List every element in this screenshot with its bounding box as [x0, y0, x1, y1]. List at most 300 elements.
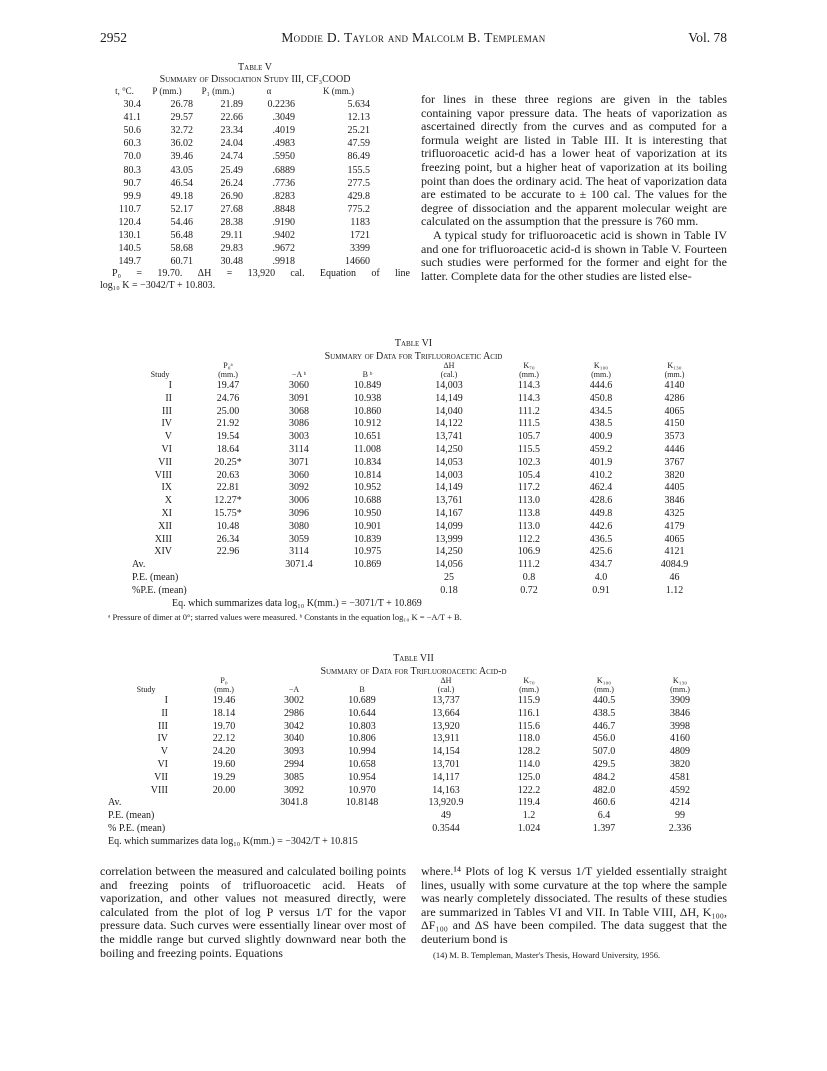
column-header — [108, 677, 184, 695]
table-cell: 10.954 — [348, 771, 376, 783]
table-cell: XIII — [154, 533, 172, 545]
table-cell: 434.5 — [589, 405, 613, 417]
table-cell: 99.9 — [123, 190, 141, 202]
column-header-bottom: (cal.) — [440, 369, 458, 379]
table-cell: 10.644 — [348, 707, 376, 719]
table-cell: 19.54 — [216, 431, 240, 443]
table-cell: 28.38 — [220, 216, 243, 228]
paragraph: correlation between the measured and calculated boiling points and freezing points of trifluoroacetic acid. Heats of vaporization, and other values not measured directly, were calculated from the plot of log P versus 1/T for the vapor pressure data. Such curves were essentially linear over most of the middle range but curved slightly downward near both the boiling and freezing points. Equations — [100, 864, 406, 960]
table-cell: IV — [157, 733, 168, 745]
table-row — [108, 190, 382, 203]
table-cell: 26.24 — [220, 177, 243, 189]
table-cell: I — [164, 695, 168, 706]
column-header — [493, 362, 565, 380]
column-header-top: ΔH — [443, 361, 455, 370]
percent-probable-error-row — [108, 823, 718, 836]
table-6-equation: Eq. which summarizes data log₁₀ K(mm.) = −3071/T + 10.869 — [172, 597, 422, 609]
table-row — [108, 98, 382, 111]
column-header-bottom: (mm.) — [594, 684, 614, 694]
table-row — [132, 495, 712, 508]
table-cell: 80.3 — [123, 164, 141, 176]
table-row — [108, 759, 718, 772]
column-header: t, °C. — [115, 86, 134, 96]
column-header — [330, 362, 405, 380]
table-row — [108, 255, 382, 268]
table-cell — [184, 797, 264, 810]
table-cell: 19.70 — [212, 720, 236, 732]
column-header-bottom: (mm.) — [664, 369, 685, 379]
table-cell: 14,099 — [435, 520, 463, 532]
table-cell — [184, 810, 264, 823]
table-cell: 111.2 — [518, 405, 540, 417]
table-cell — [330, 585, 405, 598]
table-cell: .9918 — [272, 256, 295, 268]
probable-error-row — [108, 810, 718, 823]
table-cell: 3086 — [289, 418, 309, 430]
table-row — [108, 150, 382, 163]
table-cell — [330, 572, 405, 585]
table-row — [108, 746, 718, 759]
table-cell: 0.18 — [440, 584, 458, 596]
table-cell: 1.397 — [592, 822, 616, 834]
table-cell: 56.48 — [170, 230, 193, 242]
table-cell: 115.6 — [517, 720, 541, 732]
table-cell: 3085 — [284, 771, 304, 783]
table-cell: 24.76 — [216, 392, 240, 404]
table-cell: 4140 — [664, 380, 685, 391]
column-header-bottom: (mm.) — [519, 369, 539, 379]
table-cell: 10.975 — [353, 546, 382, 558]
table-cell: 4286 — [664, 392, 685, 404]
column-header — [184, 677, 264, 695]
table-cell: 155.5 — [347, 164, 370, 176]
column-header: K (mm.) — [323, 86, 354, 96]
column-header — [400, 677, 492, 695]
table-cell: 26.34 — [216, 533, 240, 545]
table-cell: 3071 — [289, 456, 309, 468]
table-row — [108, 177, 382, 190]
table-cell: 20.25* — [214, 456, 242, 468]
column-header: P₁ (mm.) — [201, 86, 235, 96]
table-cell: 49.18 — [170, 190, 193, 202]
table-cell: .9402 — [272, 230, 295, 242]
table-row — [132, 380, 712, 393]
table-row — [108, 137, 382, 150]
table-cell: 14,117 — [432, 771, 460, 783]
table-cell: 3006 — [289, 495, 309, 507]
table-cell: 12.27* — [214, 495, 242, 507]
average-row — [132, 559, 712, 572]
table-cell: 54.46 — [170, 216, 193, 228]
table-cell: 20.63 — [216, 469, 240, 481]
table-cell: 4592 — [670, 784, 690, 796]
table-cell: 450.8 — [589, 392, 613, 404]
table-cell: 10.869 — [353, 559, 382, 571]
table-6-grid — [132, 362, 712, 598]
table-cell: VIII — [150, 784, 168, 796]
bottom-right-paragraph — [421, 865, 727, 961]
table-cell: 14,167 — [435, 507, 463, 519]
table-cell: P.E. (mean) — [132, 571, 179, 583]
table-cell: 119.4 — [517, 797, 541, 809]
table-7-equation: Eq. which summarizes data log₁₀ K(mm.) = −3042/T + 10.815 — [108, 835, 358, 847]
column-header — [324, 677, 400, 695]
table-cell: 3068 — [289, 405, 309, 417]
table-cell: 10.938 — [353, 392, 382, 404]
table-cell: 3096 — [289, 507, 309, 519]
table-cell: 4084.9 — [660, 559, 689, 571]
column-header — [132, 362, 188, 380]
table-cell: IV — [161, 418, 172, 430]
table-row — [132, 444, 712, 457]
table-cell: 10.48 — [216, 520, 240, 532]
table-cell: 3573 — [664, 431, 685, 443]
table-cell: 4.0 — [594, 571, 608, 583]
table-cell: 14,163 — [432, 784, 460, 796]
column-header — [565, 362, 637, 380]
table-cell: 3080 — [289, 520, 309, 532]
table-row — [132, 457, 712, 470]
table-cell: 14,056 — [435, 559, 463, 571]
table-cell: % P.E. (mean) — [108, 822, 166, 834]
table-cell: 18.64 — [216, 443, 240, 455]
table-cell: 3820 — [670, 758, 690, 770]
paragraph: for lines in these three regions are given in the tables containing vapor pressure data. The heats of vaporization as ascertained directly from the curves and as computed for a formula weight are listed in Table III. It is interesting that trifluoroacetic acid-d has a lower heat of vaporization at its freezing point, but a higher heat of vaporization at its boiling point than does the ordinary acid. The heat of vaporization data are estimated to be accurate to ± 100 cal. The values for the degree of dissociation and the apparent molecular weight are calculated on the assumption that the pressure is 760 mm. — [421, 92, 727, 229]
table-cell: 116.1 — [517, 707, 541, 719]
table-cell: 15.75* — [214, 507, 242, 519]
table-cell: 456.0 — [592, 733, 616, 745]
table-cell: Av. — [108, 797, 122, 809]
column-header — [566, 677, 642, 695]
table-cell: 10.689 — [348, 695, 376, 706]
table-cell: 22.96 — [216, 546, 240, 558]
table-cell: 10.950 — [353, 507, 382, 519]
table-cell: 0.2236 — [267, 99, 295, 111]
table-cell: 429.5 — [592, 758, 616, 770]
table-cell: 12.13 — [347, 112, 370, 124]
table-cell: 2986 — [284, 707, 304, 719]
column-header-top: P₀ — [220, 676, 228, 685]
table-cell: 13,920.9 — [428, 797, 464, 809]
column-header — [405, 362, 493, 380]
column-header — [268, 362, 330, 380]
table-cell: 106.9 — [517, 546, 541, 558]
table-cell: 425.6 — [589, 546, 613, 558]
column-header-top: K₇₀ — [523, 361, 535, 370]
table-cell: 23.34 — [220, 125, 243, 137]
table-7-grid — [108, 677, 718, 836]
table-cell: 14,040 — [435, 405, 463, 417]
table-cell: 4809 — [670, 746, 690, 758]
table-cell: 4214 — [670, 797, 690, 809]
table-cell: 13,701 — [432, 758, 460, 770]
table-cell: 14,154 — [432, 746, 460, 758]
table-cell: .5950 — [272, 151, 295, 163]
table-cell: 3092 — [289, 482, 309, 494]
column-header-bottom: −A ᵇ — [291, 369, 307, 379]
table-row — [108, 721, 718, 734]
table-cell: 400.9 — [589, 431, 613, 443]
table-5-label: Table V — [238, 62, 272, 73]
table-cell: 115.9 — [517, 695, 541, 706]
table-cell: 4160 — [670, 733, 690, 745]
table-cell: 3846 — [664, 495, 685, 507]
table-cell: 4581 — [670, 771, 690, 783]
table-cell: 4446 — [664, 443, 685, 455]
table-cell: %P.E. (mean) — [132, 584, 187, 596]
table-cell: VIII — [154, 469, 172, 481]
table-row — [108, 124, 382, 137]
table-cell: XII — [158, 520, 172, 532]
table-cell: 122.2 — [517, 784, 541, 796]
table-cell: 4405 — [664, 482, 685, 494]
column-header — [264, 677, 324, 695]
table-cell: 10.952 — [353, 482, 382, 494]
table-cell: 13,920 — [432, 720, 460, 732]
table-cell: 1.12 — [665, 584, 684, 596]
table-row — [132, 470, 712, 483]
table-cell: 90.7 — [123, 177, 141, 189]
table-cell: 111.5 — [518, 418, 540, 430]
table-cell: 113.0 — [517, 520, 541, 532]
table-cell: V — [164, 431, 172, 443]
column-header: P (mm.) — [152, 86, 182, 96]
footnote-14: (14) M. B. Templeman, Master's Thesis, Howard University, 1956. — [433, 949, 661, 960]
column-header-bottom: Study — [150, 369, 170, 379]
table-cell: 14,122 — [435, 418, 463, 430]
table-cell: 10.803 — [348, 720, 376, 732]
table-cell: 60.3 — [123, 138, 141, 150]
table-cell: 30.48 — [220, 256, 243, 268]
column-header-bottom: (mm.) — [214, 684, 234, 694]
table-cell: 0.72 — [520, 584, 538, 596]
table-cell: 3846 — [670, 707, 690, 719]
table-cell: 438.5 — [589, 418, 613, 430]
table-row — [108, 216, 382, 229]
table-cell: 105.7 — [517, 431, 541, 443]
table-cell: 99 — [675, 810, 685, 822]
table-cell — [188, 559, 268, 572]
column-header — [642, 677, 718, 695]
table-cell: 14,250 — [435, 443, 463, 455]
table-cell: 3909 — [670, 695, 690, 706]
table-cell: 43.05 — [170, 164, 193, 176]
table-cell: VII — [158, 456, 172, 468]
table-cell: 3091 — [289, 392, 309, 404]
table-cell: 47.59 — [347, 138, 370, 150]
table-cell: 130.1 — [118, 230, 141, 242]
table-cell: 5.634 — [347, 99, 370, 111]
table-cell: 11.008 — [353, 443, 382, 455]
table-row — [108, 164, 382, 177]
table-cell: 22.12 — [212, 733, 236, 745]
table-cell: 149.7 — [118, 256, 141, 268]
table-cell: 128.2 — [517, 746, 541, 758]
table-cell: 29.83 — [220, 243, 243, 255]
table-row — [132, 521, 712, 534]
table-cell: .4019 — [272, 125, 295, 137]
table-cell: 10.658 — [348, 758, 376, 770]
table-cell: 10.901 — [353, 520, 382, 532]
table-cell: 114.3 — [517, 392, 541, 404]
table-cell: 10.651 — [353, 431, 382, 443]
table-cell: 436.5 — [589, 533, 613, 545]
table-5-grid — [108, 85, 382, 268]
table-cell: 114.3 — [517, 380, 541, 391]
table-cell: 22.66 — [220, 112, 243, 124]
percent-probable-error-row — [132, 585, 712, 598]
table-5 — [100, 62, 410, 292]
table-cell: 29.11 — [220, 230, 243, 242]
table-cell: 3059 — [289, 533, 309, 545]
table-cell: 3093 — [284, 746, 304, 758]
table-cell: 125.0 — [517, 771, 541, 783]
table-cell: 14,003 — [435, 469, 463, 481]
table-cell — [184, 823, 264, 836]
table-cell: 1721 — [350, 230, 370, 242]
table-6-title: Summary of Data for Trifluoroacetic Acid — [324, 351, 503, 362]
column-header-bottom: (mm.) — [591, 369, 611, 379]
table-cell: 10.860 — [353, 405, 382, 417]
table-cell: 507.0 — [592, 746, 616, 758]
table-cell: 3071.4 — [285, 559, 313, 571]
table-cell — [324, 823, 400, 836]
table-cell: 24.74 — [220, 151, 243, 163]
table-row — [108, 785, 718, 798]
table-cell: 86.49 — [347, 151, 370, 163]
table-cell: 32.72 — [170, 125, 193, 137]
table-cell: 2994 — [284, 758, 304, 770]
average-row — [108, 797, 718, 810]
table-cell: 52.17 — [170, 203, 193, 215]
table-cell: 19.60 — [212, 758, 236, 770]
paragraph: A typical study for trifluoroacetic acid is shown in Table IV and one for trifluoroacetic acid-d is shown in Table V. Fourteen such studies were performed for the former and eight for the latter. Complete data for the other studies are listed else- — [421, 227, 727, 283]
table-cell: 2.336 — [668, 822, 692, 834]
table-cell: 105.4 — [517, 469, 541, 481]
table-cell: 14660 — [345, 256, 370, 268]
table-cell: VI — [161, 443, 172, 455]
table-cell — [188, 585, 268, 598]
running-head-authors: Moddie D. Taylor and Malcolm B. Templeman — [281, 30, 546, 45]
table-7-label: Table VII — [393, 653, 434, 664]
table-row — [108, 695, 718, 708]
table-cell: XI — [161, 507, 172, 519]
table-cell: V — [160, 746, 168, 758]
table-cell: 3998 — [670, 720, 690, 732]
table-cell: 4179 — [664, 520, 685, 532]
table-cell — [268, 585, 330, 598]
table-cell: 10.849 — [353, 380, 382, 391]
table-7-title: Summary of Data for Trifluoroacetic Acid-d — [320, 666, 507, 677]
table-cell: Av. — [132, 559, 146, 571]
table-cell: XIV — [154, 546, 172, 558]
table-row — [132, 546, 712, 559]
table-cell: 110.7 — [118, 203, 141, 215]
table-cell: 46.54 — [170, 177, 193, 189]
table-cell: 428.6 — [589, 495, 613, 507]
table-cell: 0.3544 — [432, 822, 460, 834]
table-cell: 444.6 — [589, 380, 613, 391]
table-cell: 24.04 — [220, 138, 243, 150]
table-cell: 26.78 — [170, 99, 193, 111]
table-5-note-2: log₁₀ K = −3042/T + 10.803. — [100, 280, 216, 292]
table-cell: 21.89 — [220, 99, 243, 111]
table-cell: 1183 — [350, 216, 370, 228]
table-cell: 3114 — [289, 546, 309, 558]
table-row — [108, 242, 382, 255]
column-header-top: K₁₀₀ — [596, 676, 612, 685]
table-5-note-1: P₀ = 19.70. ΔH = 13,920 cal. Equation of line — [112, 268, 410, 280]
table-cell: 3042 — [284, 720, 304, 732]
table-cell: 14,250 — [435, 546, 463, 558]
table-cell: 10.912 — [353, 418, 382, 430]
column-header-top: ΔH — [440, 676, 452, 685]
table-7 — [100, 653, 727, 848]
table-cell: 27.68 — [220, 203, 243, 215]
table-cell: 482.0 — [592, 784, 616, 796]
table-cell: 429.8 — [347, 190, 370, 202]
table-cell: 19.29 — [212, 771, 236, 783]
table-cell: 13,761 — [435, 495, 463, 507]
table-cell: 14,003 — [435, 380, 463, 391]
column-header-bottom: −A — [288, 684, 300, 694]
table-cell: 14,149 — [435, 482, 463, 494]
table-cell: .7736 — [272, 177, 295, 189]
table-cell: 120.4 — [118, 216, 141, 228]
table-cell: 115.5 — [517, 443, 541, 455]
column-header-bottom: B — [359, 684, 365, 694]
column-header-bottom: (cal.) — [437, 684, 455, 694]
table-cell: .9672 — [272, 243, 295, 255]
table-cell: II — [161, 707, 168, 719]
probable-error-row — [132, 572, 712, 585]
column-header-bottom: (mm.) — [519, 684, 539, 694]
table-row — [132, 418, 712, 431]
table-6 — [100, 338, 727, 623]
column-header: α — [266, 86, 272, 96]
table-cell: VII — [154, 771, 168, 783]
paragraph: where.¹⁴ Plots of log K versus 1/T yielded essentially straight lines, usually with some curvature at the top where the sample was nearly completely dissociated. The results of these studies are summarized in Tables VI and VII. In Table VIII, ΔH, K₁₀₀, ΔF₁₀₀ and ΔS have been compiled. The data suggest that the deuterium bond is — [421, 864, 727, 946]
table-cell: 410.2 — [589, 469, 613, 481]
table-cell: 14,149 — [435, 392, 463, 404]
table-cell: 4065 — [664, 405, 685, 417]
table-cell: .6889 — [272, 164, 295, 176]
table-cell: 10.806 — [348, 733, 376, 745]
table-cell — [268, 572, 330, 585]
table-cell: P.E. (mean) — [108, 810, 155, 822]
table-row — [108, 733, 718, 746]
table-cell: .9190 — [272, 216, 295, 228]
table-row — [108, 111, 382, 124]
table-cell: 438.5 — [592, 707, 616, 719]
table-cell — [264, 810, 324, 823]
column-header — [188, 362, 268, 380]
table-cell: 4150 — [664, 418, 685, 430]
table-cell: 49 — [441, 810, 451, 822]
table-cell: 19.47 — [216, 380, 240, 391]
table-cell: I — [168, 380, 172, 391]
table-cell: 113.0 — [517, 495, 541, 507]
table-cell: 10.970 — [348, 784, 376, 796]
table-cell: 46 — [669, 571, 680, 583]
table-cell: 3399 — [350, 243, 370, 255]
table-cell: 22.81 — [216, 482, 240, 494]
table-6-footnote: ᵃ Pressure of dimer at 0°; starred values were measured. ᵇ Constants in the equation log₁₀ K = −A/T + B. — [108, 611, 462, 622]
table-cell: 1.2 — [522, 810, 536, 822]
table-row — [108, 772, 718, 785]
table-cell: 440.5 — [592, 695, 616, 706]
table-cell: 4065 — [664, 533, 685, 545]
